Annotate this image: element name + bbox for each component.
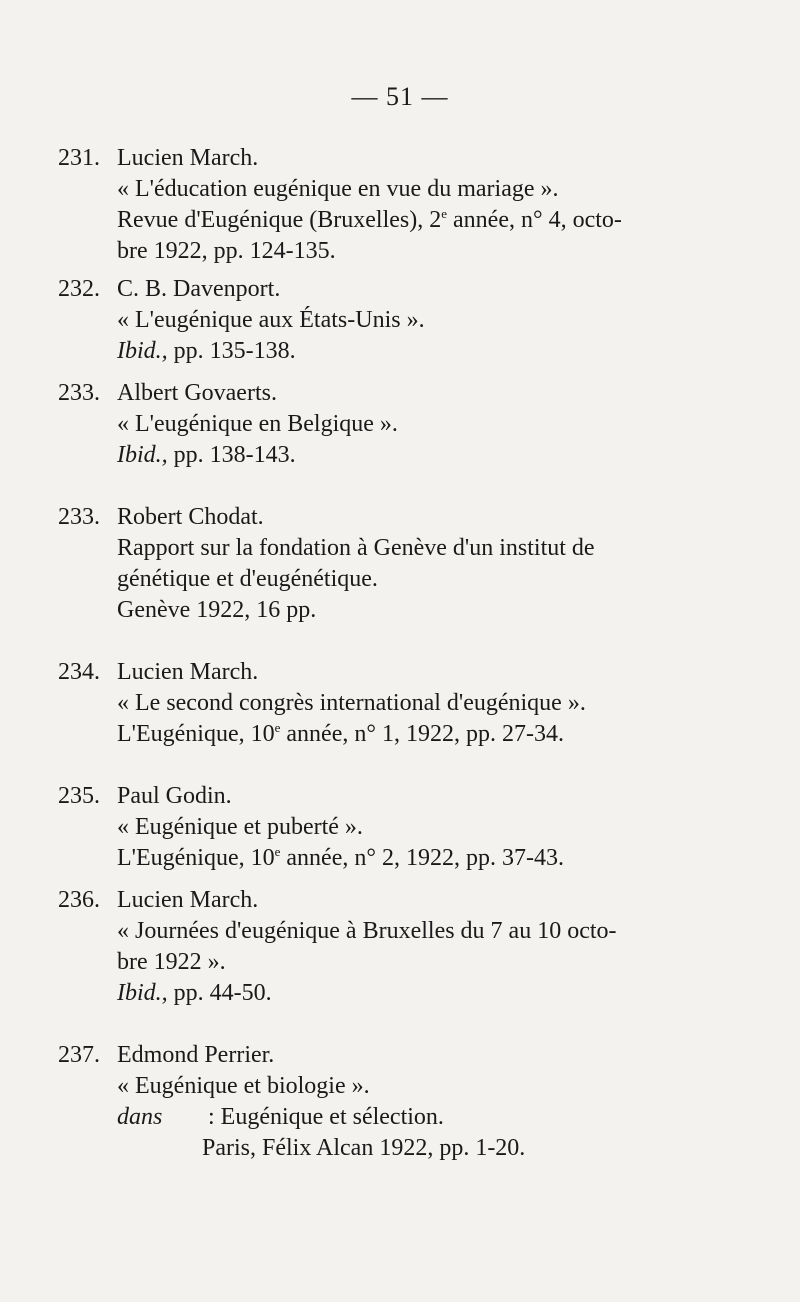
entry-number: 235. — [58, 783, 100, 809]
entry-source-cont: bre 1922, pp. 124-135. — [117, 238, 336, 264]
entry-number: 232. — [58, 276, 100, 302]
entry-author: Robert Chodat. — [117, 504, 264, 530]
entry-title: « Eugénique et puberté ». — [117, 814, 363, 840]
entry-author: Paul Godin. — [117, 783, 232, 809]
entry-publisher: Paris, Félix Alcan 1922, pp. 1-20. — [202, 1135, 526, 1161]
entry-author: C. B. Davenport. — [117, 276, 281, 302]
entry-number: 236. — [58, 887, 100, 913]
entry-source: Ibid., pp. 44-50. — [117, 980, 272, 1006]
entry-title: « L'eugénique en Belgique ». — [117, 411, 398, 437]
entry-title: « L'eugénique aux États-Unis ». — [117, 307, 425, 333]
entry-number: 233. — [58, 380, 100, 406]
entry-title: « L'éducation eugénique en vue du mariage ». — [117, 176, 559, 202]
entry-number: 231. — [58, 145, 100, 171]
entry-title: « Eugénique et biologie ». — [117, 1073, 370, 1099]
entry-source: L'Eugénique, 10e année, n° 1, 1922, pp. 27-34. — [117, 720, 564, 747]
entry-number: 237. — [58, 1042, 100, 1068]
entry-number: 234. — [58, 659, 100, 685]
entry-source: dans : Eugénique et sélection. — [117, 1104, 444, 1130]
entry-author: Edmond Perrier. — [117, 1042, 275, 1068]
entry-author: Lucien March. — [117, 887, 259, 913]
entry-title: « Le second congrès international d'eugénique ». — [117, 690, 586, 716]
entry-source: Ibid., pp. 138-143. — [117, 442, 296, 468]
entry-author: Lucien March. — [117, 659, 259, 685]
entry-title: « Journées d'eugénique à Bruxelles du 7 au 10 octo- — [117, 918, 617, 944]
entry-source: L'Eugénique, 10e année, n° 2, 1922, pp. 37-43. — [117, 844, 564, 871]
entry-title-cont: bre 1922 ». — [117, 949, 226, 975]
entry-number: 233. — [58, 504, 100, 530]
entry-title-cont: génétique et d'eugénétique. — [117, 566, 378, 592]
entry-title: Rapport sur la fondation à Genève d'un institut de — [117, 535, 595, 561]
entry-author: Lucien March. — [117, 145, 259, 171]
entry-source: Revue d'Eugénique (Bruxelles), 2e année, n° 4, octo- — [117, 206, 622, 233]
entry-source: Genève 1922, 16 pp. — [117, 597, 317, 623]
page-number: — 51 — — [351, 82, 449, 111]
entry-author: Albert Govaerts. — [117, 380, 277, 406]
entry-source: Ibid., pp. 135-138. — [117, 338, 296, 364]
